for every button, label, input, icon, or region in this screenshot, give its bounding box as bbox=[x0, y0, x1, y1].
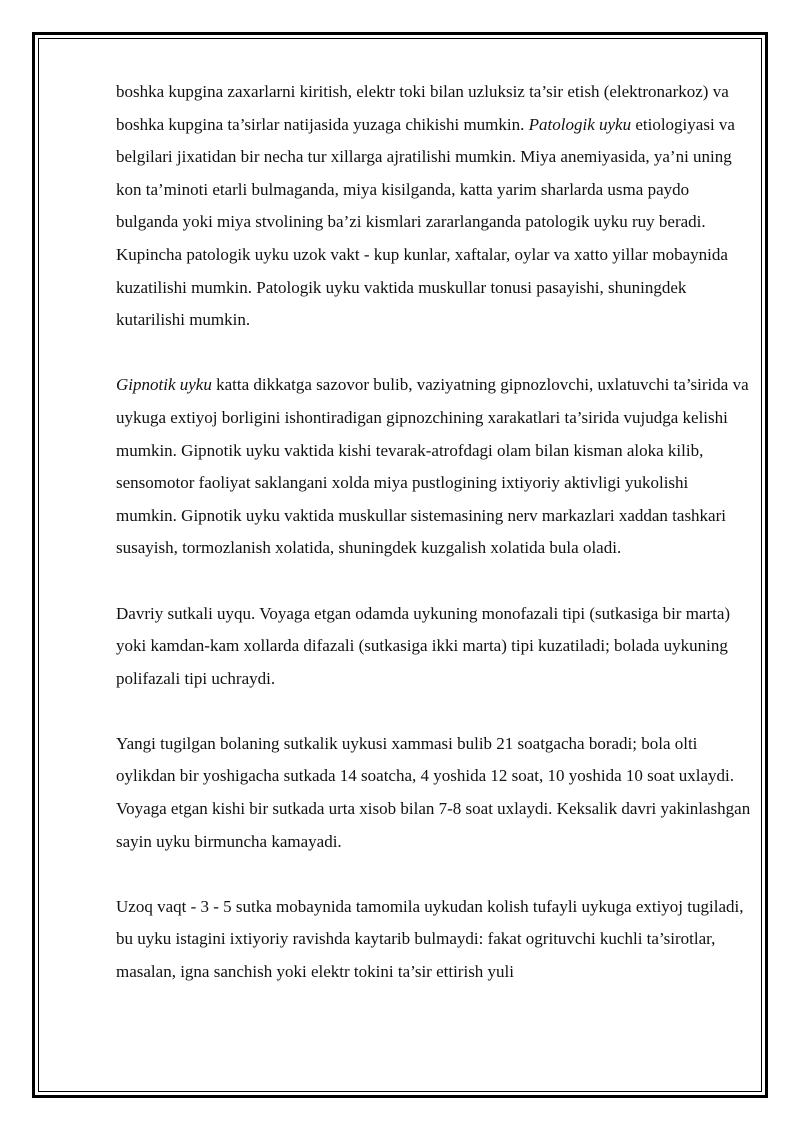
paragraph-sutkalik-uyku bbox=[116, 728, 752, 858]
term-patologik-uyku: Patologik uyku bbox=[528, 114, 632, 134]
paragraph-text: etiologiyasi va belgilari jixatidan bir necha tur xillarga ajratilishi mumkin. Miya anemiyasida, ya’ni uning kon ta’minoti etarli bulmaganda, miya kisilganda, katta yarim sharlarda usma paydo bulganda yoki miya stvolining ba’zi kismlari zararlanganda patologik uyku ruy beradi. Kupincha patologik uyku uzok vakt - kup kunlar, xaftalar, oylar va xatto yillar mobaynida kuzatilishi mumkin. Patologik uyku vaktida muskullar tonusi pasayishi, shuningdek kutarilishi mumkin. bbox=[116, 114, 735, 330]
paragraph-text: Yangi tugilgan bolaning sutkalik uykusi xammasi bulib 21 soatgacha boradi; bola olti oylikdan bir yoshigacha sutkada 14 soatcha, 4 yoshida 12 soat, 10 yoshida 10 soat uxlaydi. Voyaga etgan kishi bir sutkada urta xisob bilan 7-8 soat uxlaydi. Keksalik davri yakinlashgan sayin uyku birmuncha kamayadi. bbox=[116, 733, 751, 851]
paragraph-patologik-uyku bbox=[116, 76, 752, 337]
paragraph-uykudan-kolish bbox=[116, 891, 752, 989]
paragraph-text: Uzoq vaqt - 3 - 5 sutka mobaynida tamomila uykudan kolish tufayli uykuga extiyoj tugiladi, bu uyku istagini ixtiyoriy ravishda kaytarib bulmaydi: fakat ogrituvchi kuchli ta’sirotlar, masalan, igna sanchish yoki elektr tokini ta’sir ettirish yuli bbox=[116, 896, 744, 982]
paragraph-text: Davriy sutkali uyqu. Voyaga etgan odamda uykuning monofazali tipi (sutkasiga bir marta) yoki kamdan-kam xollarda difazali (sutkasiga ikki marta) tipi kuzatiladi; bolada uykuning polifazali tipi uchraydi. bbox=[116, 603, 731, 688]
paragraph-text: boshka kupgina zaxarlarni kiritish, elektr toki bilan uzluksiz ta’sir etish (elektronarkoz) va boshka kupgina ta’sirlar natijasida yuzaga chikishi mumkin. bbox=[116, 82, 729, 134]
document-body bbox=[116, 76, 752, 989]
term-gipnotik-uyku: Gipnotik uyku bbox=[116, 375, 212, 395]
paragraph-gipnotik-uyku bbox=[116, 369, 752, 565]
paragraph-davriy-uyqu bbox=[116, 598, 752, 696]
paragraph-text: katta dikkatga sazovor bulib, vaziyatning gipnozlovchi, uxlatuvchi ta’sirida va uykuga extiyoj borligini ishontiradigan gipnozchining xarakatlari ta’sirida vujudga kelishi mumkin. Gipnotik uyku vaktida kishi tevarak-atrofdagi olam bilan kisman aloka kilib, sensomotor faoliyat saklangani xolda miya pustlogining ixtiyoriy aktivligi yukolishi mumkin. Gipnotik uyku vaktida muskullar sistemasining nerv markazlari xaddan tashkari susayish, tormozlanish xolatida, shuningdek kuzgalish xolatida bula oladi. bbox=[116, 375, 749, 558]
